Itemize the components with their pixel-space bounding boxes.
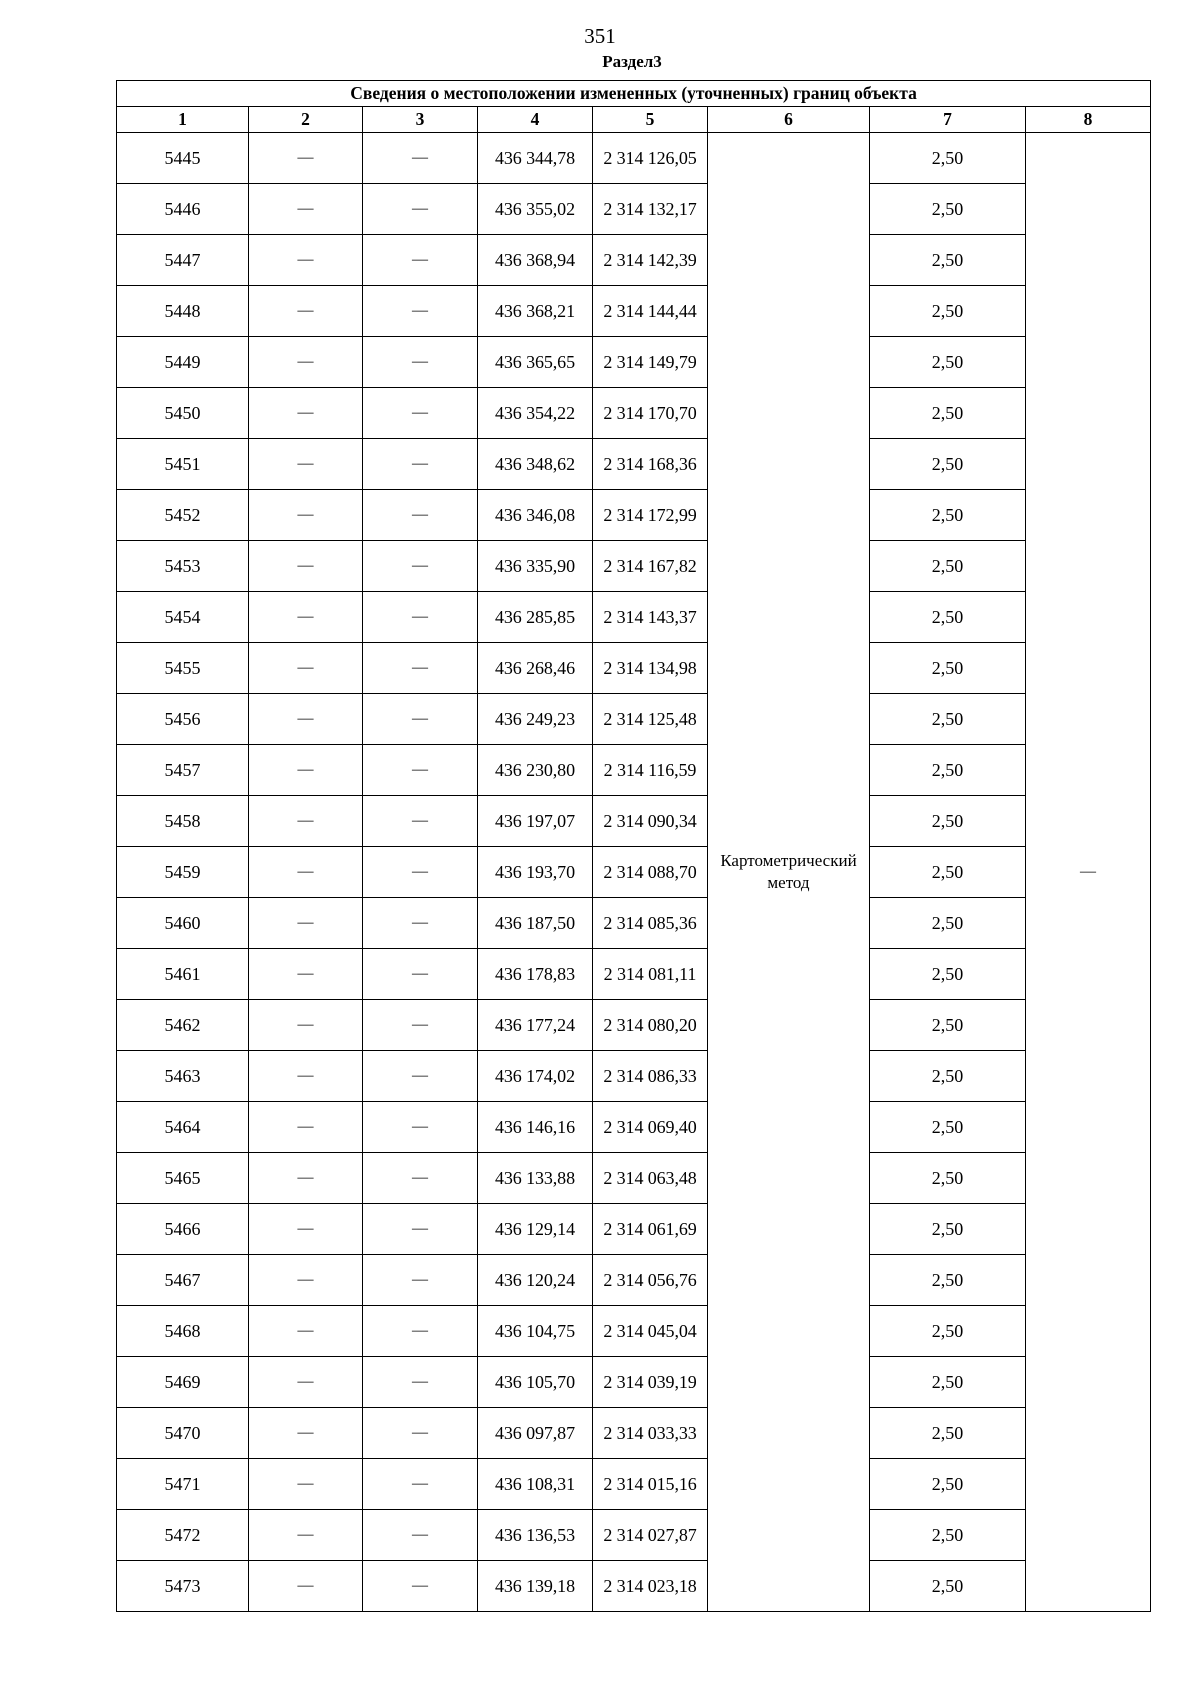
point-number-cell: 5473 [117, 1561, 249, 1612]
point-number-cell: 5447 [117, 235, 249, 286]
y-coordinate-cell: 2 314 045,04 [593, 1306, 708, 1357]
column-3-cell: — [363, 592, 478, 643]
x-coordinate-cell: 436 187,50 [478, 898, 593, 949]
column-3-cell: — [363, 1000, 478, 1051]
x-coordinate-cell: 436 133,88 [478, 1153, 593, 1204]
x-coordinate-cell: 436 174,02 [478, 1051, 593, 1102]
column-2-cell: — [249, 694, 363, 745]
x-coordinate-cell: 436 230,80 [478, 745, 593, 796]
point-number-cell: 5446 [117, 184, 249, 235]
accuracy-cell: 2,50 [870, 1408, 1026, 1459]
x-coordinate-cell: 436 129,14 [478, 1204, 593, 1255]
column-3-cell: — [363, 388, 478, 439]
column-2-cell: — [249, 1561, 363, 1612]
x-coordinate-cell: 436 136,53 [478, 1510, 593, 1561]
x-coordinate-cell: 436 108,31 [478, 1459, 593, 1510]
x-coordinate-cell: 436 120,24 [478, 1255, 593, 1306]
y-coordinate-cell: 2 314 085,36 [593, 898, 708, 949]
column-2-cell: — [249, 1051, 363, 1102]
y-coordinate-cell: 2 314 061,69 [593, 1204, 708, 1255]
x-coordinate-cell: 436 368,21 [478, 286, 593, 337]
point-number-cell: 5468 [117, 1306, 249, 1357]
y-coordinate-cell: 2 314 039,19 [593, 1357, 708, 1408]
section-title: Раздел3 [602, 52, 662, 71]
x-coordinate-cell: 436 268,46 [478, 643, 593, 694]
y-coordinate-cell: 2 314 170,70 [593, 388, 708, 439]
point-number-cell: 5449 [117, 337, 249, 388]
accuracy-cell: 2,50 [870, 949, 1026, 1000]
column-3-cell: — [363, 439, 478, 490]
accuracy-cell: 2,50 [870, 388, 1026, 439]
column-2-cell: — [249, 1255, 363, 1306]
table-row [117, 1102, 1151, 1153]
column-3-cell: — [363, 1561, 478, 1612]
column-2-cell: — [249, 490, 363, 541]
table-row [117, 1459, 1151, 1510]
column-number-8: 8 [1026, 107, 1151, 133]
column-2-cell: — [249, 847, 363, 898]
table-row [117, 949, 1151, 1000]
column-2-cell: — [249, 1306, 363, 1357]
column-number-6: 6 [708, 107, 870, 133]
x-coordinate-cell: 436 368,94 [478, 235, 593, 286]
column-3-cell: — [363, 133, 478, 184]
table-row [117, 1561, 1151, 1612]
column-8-cell: — [1026, 133, 1151, 1612]
column-number-4: 4 [478, 107, 593, 133]
accuracy-cell: 2,50 [870, 796, 1026, 847]
accuracy-cell: 2,50 [870, 1102, 1026, 1153]
column-2-cell: — [249, 1510, 363, 1561]
point-number-cell: 5452 [117, 490, 249, 541]
table-row [117, 490, 1151, 541]
accuracy-cell: 2,50 [870, 1000, 1026, 1051]
column-2-cell: — [249, 1000, 363, 1051]
accuracy-cell: 2,50 [870, 694, 1026, 745]
y-coordinate-cell: 2 314 132,17 [593, 184, 708, 235]
column-2-cell: — [249, 235, 363, 286]
y-coordinate-cell: 2 314 023,18 [593, 1561, 708, 1612]
column-number-2: 2 [249, 107, 363, 133]
y-coordinate-cell: 2 314 033,33 [593, 1408, 708, 1459]
y-coordinate-cell: 2 314 142,39 [593, 235, 708, 286]
point-number-cell: 5470 [117, 1408, 249, 1459]
x-coordinate-cell: 436 146,16 [478, 1102, 593, 1153]
y-coordinate-cell: 2 314 063,48 [593, 1153, 708, 1204]
point-number-cell: 5458 [117, 796, 249, 847]
column-2-cell: — [249, 1357, 363, 1408]
x-coordinate-cell: 436 105,70 [478, 1357, 593, 1408]
y-coordinate-cell: 2 314 167,82 [593, 541, 708, 592]
accuracy-cell: 2,50 [870, 286, 1026, 337]
x-coordinate-cell: 436 335,90 [478, 541, 593, 592]
accuracy-cell: 2,50 [870, 898, 1026, 949]
table-row [117, 847, 1151, 898]
point-number-cell: 5461 [117, 949, 249, 1000]
column-3-cell: — [363, 1408, 478, 1459]
point-number-cell: 5466 [117, 1204, 249, 1255]
y-coordinate-cell: 2 314 149,79 [593, 337, 708, 388]
column-3-cell: — [363, 286, 478, 337]
x-coordinate-cell: 436 177,24 [478, 1000, 593, 1051]
column-3-cell: — [363, 1306, 478, 1357]
table-row [117, 388, 1151, 439]
column-2-cell: — [249, 592, 363, 643]
point-number-cell: 5464 [117, 1102, 249, 1153]
table-row [117, 235, 1151, 286]
table-row [117, 1153, 1151, 1204]
point-number-cell: 5469 [117, 1357, 249, 1408]
column-number-row [117, 107, 1151, 133]
table-row [117, 1510, 1151, 1561]
column-3-cell: — [363, 184, 478, 235]
y-coordinate-cell: 2 314 126,05 [593, 133, 708, 184]
y-coordinate-cell: 2 314 116,59 [593, 745, 708, 796]
accuracy-cell: 2,50 [870, 1051, 1026, 1102]
accuracy-cell: 2,50 [870, 439, 1026, 490]
column-number-7: 7 [870, 107, 1026, 133]
table-row [117, 1000, 1151, 1051]
x-coordinate-cell: 436 139,18 [478, 1561, 593, 1612]
column-number-1: 1 [117, 107, 249, 133]
column-3-cell: — [363, 235, 478, 286]
y-coordinate-cell: 2 314 143,37 [593, 592, 708, 643]
point-number-cell: 5457 [117, 745, 249, 796]
x-coordinate-cell: 436 104,75 [478, 1306, 593, 1357]
accuracy-cell: 2,50 [870, 643, 1026, 694]
column-2-cell: — [249, 1459, 363, 1510]
table-row [117, 643, 1151, 694]
column-2-cell: — [249, 541, 363, 592]
y-coordinate-cell: 2 314 086,33 [593, 1051, 708, 1102]
point-number-cell: 5453 [117, 541, 249, 592]
point-number-cell: 5445 [117, 133, 249, 184]
accuracy-cell: 2,50 [870, 1306, 1026, 1357]
y-coordinate-cell: 2 314 069,40 [593, 1102, 708, 1153]
column-2-cell: — [249, 337, 363, 388]
point-number-cell: 5467 [117, 1255, 249, 1306]
point-number-cell: 5460 [117, 898, 249, 949]
column-2-cell: — [249, 1204, 363, 1255]
column-3-cell: — [363, 694, 478, 745]
x-coordinate-cell: 436 249,23 [478, 694, 593, 745]
boundary-coordinates-table [116, 80, 1151, 1612]
y-coordinate-cell: 2 314 027,87 [593, 1510, 708, 1561]
y-coordinate-cell: 2 314 080,20 [593, 1000, 708, 1051]
table-row [117, 541, 1151, 592]
y-coordinate-cell: 2 314 168,36 [593, 439, 708, 490]
column-number-3: 3 [363, 107, 478, 133]
column-2-cell: — [249, 1102, 363, 1153]
x-coordinate-cell: 436 193,70 [478, 847, 593, 898]
y-coordinate-cell: 2 314 088,70 [593, 847, 708, 898]
accuracy-cell: 2,50 [870, 847, 1026, 898]
y-coordinate-cell: 2 314 090,34 [593, 796, 708, 847]
y-coordinate-cell: 2 314 144,44 [593, 286, 708, 337]
column-3-cell: — [363, 1357, 478, 1408]
accuracy-cell: 2,50 [870, 1357, 1026, 1408]
y-coordinate-cell: 2 314 172,99 [593, 490, 708, 541]
column-2-cell: — [249, 796, 363, 847]
column-3-cell: — [363, 643, 478, 694]
page-number: 351 [584, 24, 616, 48]
column-2-cell: — [249, 1408, 363, 1459]
table-row [117, 1306, 1151, 1357]
point-number-cell: 5462 [117, 1000, 249, 1051]
table-row [117, 337, 1151, 388]
method-cell: Картометрический метод [708, 133, 870, 1612]
column-2-cell: — [249, 898, 363, 949]
column-3-cell: — [363, 796, 478, 847]
x-coordinate-cell: 436 178,83 [478, 949, 593, 1000]
accuracy-cell: 2,50 [870, 541, 1026, 592]
accuracy-cell: 2,50 [870, 490, 1026, 541]
x-coordinate-cell: 436 348,62 [478, 439, 593, 490]
point-number-cell: 5465 [117, 1153, 249, 1204]
column-3-cell: — [363, 541, 478, 592]
accuracy-cell: 2,50 [870, 592, 1026, 643]
column-3-cell: — [363, 745, 478, 796]
y-coordinate-cell: 2 314 134,98 [593, 643, 708, 694]
x-coordinate-cell: 436 344,78 [478, 133, 593, 184]
accuracy-cell: 2,50 [870, 235, 1026, 286]
table-row [117, 286, 1151, 337]
column-3-cell: — [363, 1459, 478, 1510]
y-coordinate-cell: 2 314 081,11 [593, 949, 708, 1000]
point-number-cell: 5459 [117, 847, 249, 898]
point-number-cell: 5448 [117, 286, 249, 337]
point-number-cell: 5471 [117, 1459, 249, 1510]
column-3-cell: — [363, 1153, 478, 1204]
accuracy-cell: 2,50 [870, 1153, 1026, 1204]
column-3-cell: — [363, 490, 478, 541]
accuracy-cell: 2,50 [870, 1255, 1026, 1306]
accuracy-cell: 2,50 [870, 745, 1026, 796]
table-row [117, 592, 1151, 643]
x-coordinate-cell: 436 365,65 [478, 337, 593, 388]
table-caption: Сведения о местоположении измененных (уточненных) границ объекта [117, 81, 1151, 107]
x-coordinate-cell: 436 346,08 [478, 490, 593, 541]
point-number-cell: 5472 [117, 1510, 249, 1561]
x-coordinate-cell: 436 197,07 [478, 796, 593, 847]
column-2-cell: — [249, 1153, 363, 1204]
column-2-cell: — [249, 184, 363, 235]
column-3-cell: — [363, 337, 478, 388]
point-number-cell: 5454 [117, 592, 249, 643]
column-2-cell: — [249, 286, 363, 337]
table-row [117, 745, 1151, 796]
accuracy-cell: 2,50 [870, 1204, 1026, 1255]
column-2-cell: — [249, 439, 363, 490]
x-coordinate-cell: 436 354,22 [478, 388, 593, 439]
x-coordinate-cell: 436 285,85 [478, 592, 593, 643]
column-2-cell: — [249, 745, 363, 796]
column-3-cell: — [363, 1102, 478, 1153]
table-row [117, 1255, 1151, 1306]
table-row [117, 1408, 1151, 1459]
table-row [117, 1357, 1151, 1408]
point-number-cell: 5455 [117, 643, 249, 694]
table-body [117, 133, 1151, 1612]
column-3-cell: — [363, 1255, 478, 1306]
table-row [117, 898, 1151, 949]
column-number-5: 5 [593, 107, 708, 133]
table-row [117, 439, 1151, 490]
table-row [117, 1051, 1151, 1102]
table-row [117, 1204, 1151, 1255]
point-number-cell: 5463 [117, 1051, 249, 1102]
column-2-cell: — [249, 949, 363, 1000]
x-coordinate-cell: 436 355,02 [478, 184, 593, 235]
table-row [117, 694, 1151, 745]
table-row [117, 796, 1151, 847]
column-3-cell: — [363, 1510, 478, 1561]
column-3-cell: — [363, 1204, 478, 1255]
point-number-cell: 5456 [117, 694, 249, 745]
point-number-cell: 5450 [117, 388, 249, 439]
accuracy-cell: 2,50 [870, 1459, 1026, 1510]
table-row [117, 184, 1151, 235]
column-2-cell: — [249, 388, 363, 439]
y-coordinate-cell: 2 314 015,16 [593, 1459, 708, 1510]
point-number-cell: 5451 [117, 439, 249, 490]
y-coordinate-cell: 2 314 125,48 [593, 694, 708, 745]
accuracy-cell: 2,50 [870, 337, 1026, 388]
column-3-cell: — [363, 1051, 478, 1102]
column-2-cell: — [249, 643, 363, 694]
x-coordinate-cell: 436 097,87 [478, 1408, 593, 1459]
accuracy-cell: 2,50 [870, 184, 1026, 235]
accuracy-cell: 2,50 [870, 1510, 1026, 1561]
column-2-cell: — [249, 133, 363, 184]
column-3-cell: — [363, 847, 478, 898]
accuracy-cell: 2,50 [870, 1561, 1026, 1612]
y-coordinate-cell: 2 314 056,76 [593, 1255, 708, 1306]
table-row [117, 133, 1151, 184]
column-3-cell: — [363, 898, 478, 949]
column-3-cell: — [363, 949, 478, 1000]
accuracy-cell: 2,50 [870, 133, 1026, 184]
